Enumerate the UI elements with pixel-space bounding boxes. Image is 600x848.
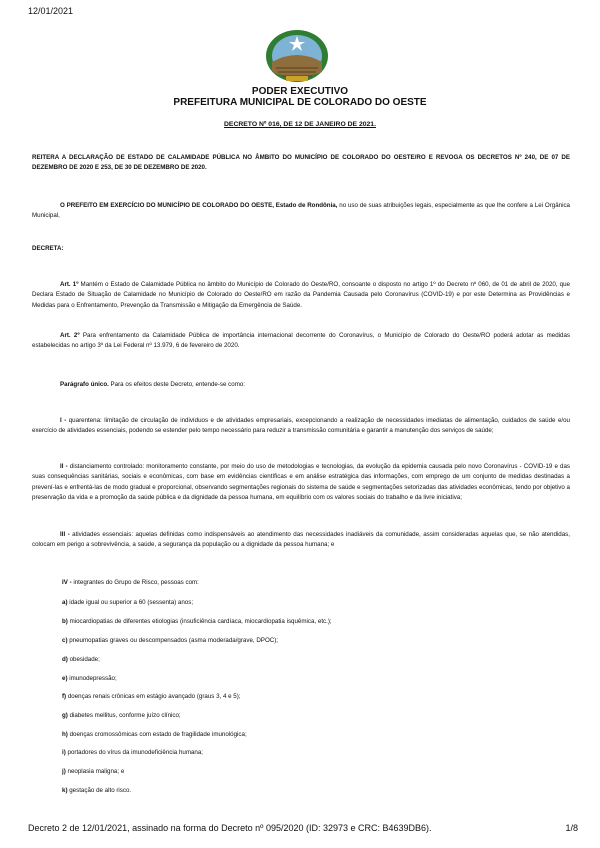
list-item-h bbox=[62, 730, 247, 739]
preamble bbox=[32, 201, 570, 222]
sole-paragraph bbox=[32, 380, 570, 390]
list-item-e bbox=[62, 674, 117, 683]
article-2-text: Para enfrentamento da Calamidade Pública de importância internacional decorrente do Coronavírus, o Município de Colorado do Oeste/RO poderá adotar as medidas estabelecidas no artigo 3º da Lei Federal nº 13.979, 6 de fevereiro de 2020. bbox=[32, 332, 570, 350]
list-item-d bbox=[62, 655, 100, 664]
header-prefecture-title: PREFEITURA MUNICIPAL DE COLORADO DO OESTE bbox=[173, 97, 427, 108]
list-item-text: diabetes mellitus, conforme juízo clínico; bbox=[67, 712, 181, 719]
list-item-label: b) bbox=[62, 618, 68, 625]
list-item-label: g) bbox=[62, 712, 68, 719]
inciso-4-label: IV - bbox=[62, 579, 72, 586]
header-power-title: PODER EXECUTIVO bbox=[251, 86, 349, 97]
inciso-3-text: atividades essenciais: aquelas definidas como indispensáveis ao atendimento das necessidades inadiáveis da comunidade, assim consideradas aquelas que, se não atendidas, colocam em perigo a sobrevivência, a saúde, a segurança da população ou a dignidade da pessoa humana; e bbox=[32, 531, 571, 549]
decree-summary: REITERA A DECLARAÇÃO DE ESTADO DE CALAMIDADE PÚBLICA NO ÂMBITO DO MUNICÍPIO DE COLORADO DO OESTE/RO E REVOGA OS DECRETOS Nº 240, DE 07 DE DEZEMBRO DE 2020 E 253, DE 30 DE DEZEMBRO DE 2020. bbox=[32, 154, 570, 172]
list-item-label: j) bbox=[62, 768, 66, 775]
list-item-g bbox=[62, 711, 181, 720]
list-item-label: f) bbox=[62, 693, 67, 700]
article-1 bbox=[32, 280, 570, 311]
list-item-f bbox=[62, 692, 241, 701]
list-item-k bbox=[62, 786, 131, 795]
list-item-b bbox=[62, 617, 332, 626]
list-item-text: gestação de alto risco. bbox=[67, 787, 132, 794]
list-item-text: neoplasia maligna; e bbox=[65, 768, 125, 775]
list-item-text: doenças renais crônicas em estágio avançado (graus 3, 4 e 5); bbox=[66, 693, 241, 700]
inciso-3 bbox=[32, 530, 570, 551]
sole-paragraph-text: Para os efeitos deste Decreto, entende-se como: bbox=[108, 381, 246, 388]
list-item-text: portadores do vírus da imunodeficiência humana; bbox=[65, 749, 204, 756]
list-item-a bbox=[62, 598, 193, 607]
list-item-text: obesidade; bbox=[67, 656, 100, 663]
preamble-text: no uso de suas atribuições legais, especialmente as que lhe confere a Lei Orgânica Municipal, bbox=[32, 202, 570, 220]
list-item-label: k) bbox=[62, 787, 68, 794]
list-item-label: h) bbox=[62, 731, 68, 738]
list-item-text: doenças cromossômicas com estado de fragilidade imunológica; bbox=[67, 731, 247, 738]
inciso-1-text: quarentena: limitação de circulação de indivíduos e de atividades empresariais, excepcionando a realização de necessidades imediatas de alimentação, cuidados de saúde e/ou exercício de atividades essenciais, podendo se estender pelo tempo necessário para reduzir a transmissão comunitária e garantir a manutenção dos serviços de saúde; bbox=[32, 417, 571, 435]
list-item-label: c) bbox=[62, 637, 68, 644]
inciso-1-label: I - bbox=[60, 417, 67, 424]
list-item-text: idade igual ou superior a 60 (sessenta) anos; bbox=[67, 599, 194, 606]
list-item-label: i) bbox=[62, 749, 66, 756]
article-2-label: Art. 2º bbox=[60, 332, 80, 339]
list-item-text: miocardiopatias de diferentes etiologias (insuficiência cardíaca, miocardiopatia isquêmica, etc.); bbox=[67, 618, 332, 625]
sole-paragraph-label: Parágrafo único. bbox=[60, 381, 109, 388]
preamble-bold: O PREFEITO EM EXERCÍCIO DO MUNICÍPIO DE COLORADO DO OESTE, Estado de Rondônia, bbox=[60, 202, 338, 209]
municipal-coat-of-arms-logo bbox=[264, 28, 330, 84]
inciso-4-text: integrantes do Grupo de Risco, pessoas com: bbox=[71, 579, 199, 586]
list-item-text: pneumopatias graves ou descompensados (asma moderada/grave, DPOC); bbox=[67, 637, 278, 644]
page-number: 1/8 bbox=[565, 823, 578, 833]
decree-number: DECRETO Nº 016, DE 12 DE JANEIRO DE 2021. bbox=[224, 121, 376, 128]
list-item-label: a) bbox=[62, 599, 68, 606]
inciso-2-text: distanciamento controlado: monitoramento constante, por meio do uso de metodologias e tecnologias, da evolução da epidemia causada pelo novo Coronavírus - COVID-19 e das suas consequências sanitárias, sociais e econômicas, com base em evidências científicas e em análise estratégica das informações, com emprego de um conjunto de medidas destinadas a prevení-las e enfrentá-las de modo gradual e proporcional, observando segmentações regionais do sistema de saúde e segmentações setorizadas das atividades econômicas, tendo por objetivo a preservação da vida e a promoção da saúde pública e da dignidade da pessoa humana, em equilíbrio com os valores sociais do trabalho e da livre iniciativa; bbox=[32, 463, 571, 502]
list-item-c bbox=[62, 636, 278, 645]
inciso-4 bbox=[62, 578, 199, 587]
list-item-j bbox=[62, 767, 124, 776]
article-1-text: Mantém o Estado de Calamidade Pública no âmbito do Município de Colorado do Oeste/RO, consoante o disposto no artigo 1º do Decreto nº 060, de 01 de abril de 2020, que Declara Estado de Situação de Calamidade no Município de Colorado do Oeste/RO em razão da Pandemia Causada pelo Coronavírus (COVID-19) e por este Determina as Providências e Medidas para o Enfrentamento, Prevenção da Transmissão e Mitigação da Emergência de Saúde. bbox=[32, 281, 570, 309]
article-1-label: Art. 1º bbox=[60, 281, 79, 288]
footer-signature-note: Decreto 2 de 12/01/2021, assinado na forma do Decreto nº 095/2020 (ID: 32973 e CRC: B4639DB6). bbox=[28, 823, 432, 833]
list-item-i bbox=[62, 748, 203, 757]
inciso-2-label: II - bbox=[60, 463, 68, 470]
inciso-3-label: III - bbox=[60, 531, 70, 538]
article-2 bbox=[32, 331, 570, 352]
header-date: 12/01/2021 bbox=[28, 6, 74, 16]
list-item-label: d) bbox=[62, 656, 68, 663]
inciso-1 bbox=[32, 416, 570, 437]
inciso-2 bbox=[32, 462, 570, 504]
list-item-text: imunodepressão; bbox=[67, 675, 117, 682]
list-item-label: e) bbox=[62, 675, 68, 682]
decreta-heading: DECRETA: bbox=[32, 245, 64, 252]
